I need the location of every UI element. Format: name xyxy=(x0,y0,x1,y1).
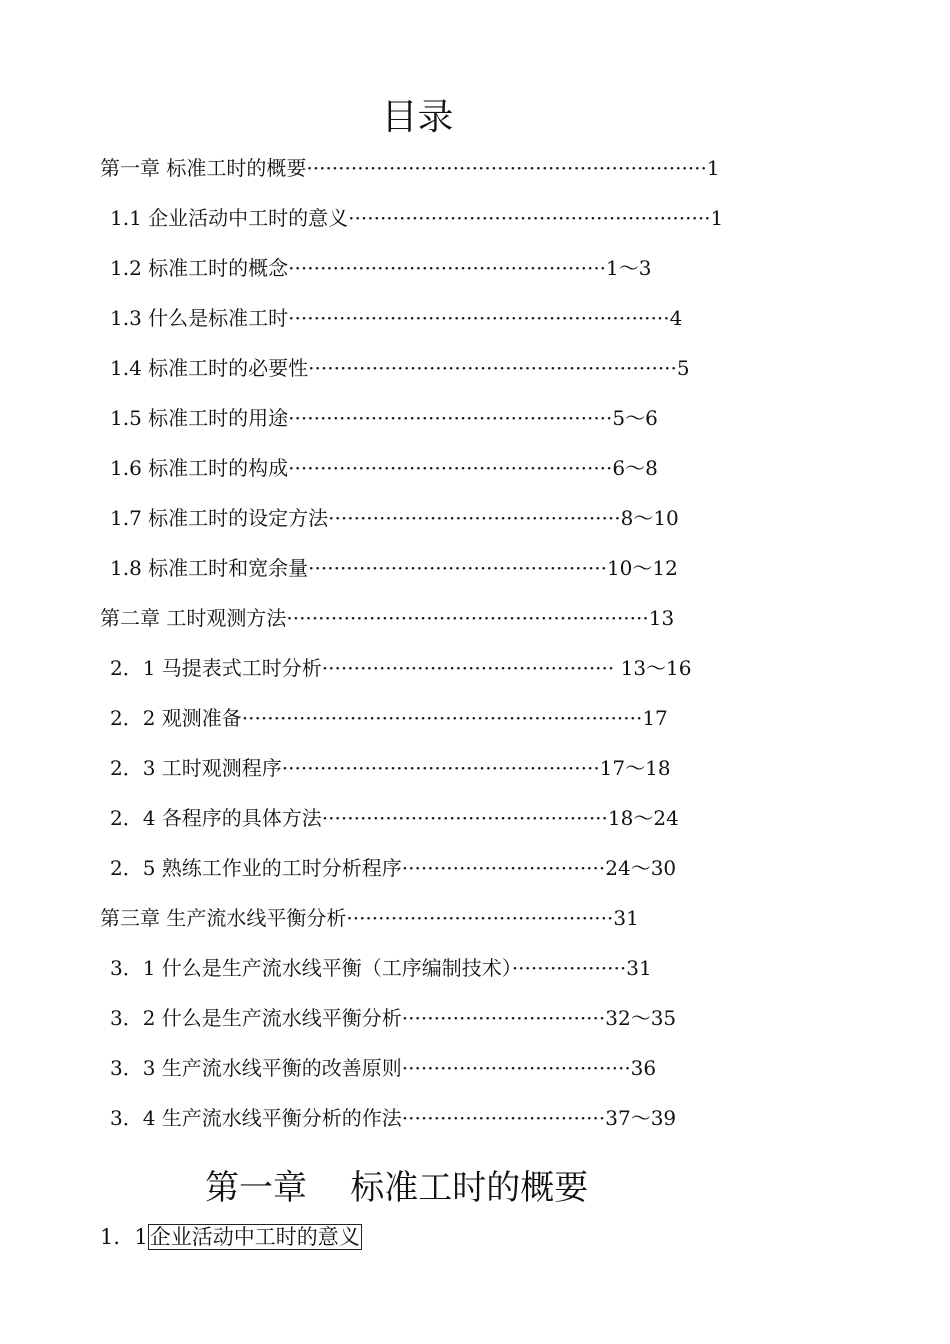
toc-entry-1-8[interactable] xyxy=(110,548,740,588)
toc-entry-text: 第二章 工时观测方法·························································13 xyxy=(100,606,675,630)
toc-entry-2-5[interactable] xyxy=(110,848,740,888)
section-heading xyxy=(100,1221,362,1253)
toc-entry-1-6[interactable] xyxy=(110,448,740,488)
toc-title: 目录 xyxy=(381,97,454,138)
toc-entry-text: 1.5 标准工时的用途···················································5～6 xyxy=(110,406,658,430)
toc-entry-text: 第三章 生产流水线平衡分析··········································31 xyxy=(100,906,639,930)
toc-entry-3-3[interactable] xyxy=(110,1048,740,1088)
toc-entry-chapter-3[interactable] xyxy=(100,898,740,938)
toc-entry-text: 第一章 标准工时的概要·······························································1 xyxy=(100,156,720,180)
toc-entry-3-4[interactable] xyxy=(110,1098,740,1138)
toc-entry-text: 2．4 各程序的具体方法·············································18～24 xyxy=(110,806,679,830)
section-number: 1．1 xyxy=(100,1225,148,1249)
toc-entry-1-3[interactable] xyxy=(110,298,740,338)
toc-entry-text: 1.4 标准工时的必要性··························································5 xyxy=(110,356,690,380)
toc-entry-text: 1.8 标准工时和宽余量···············································10～12 xyxy=(110,556,678,580)
toc-entry-3-1[interactable] xyxy=(110,948,740,988)
toc-entry-1-7[interactable] xyxy=(110,498,740,538)
toc-entry-text: 1.1 企业活动中工时的意义·························································1 xyxy=(110,206,724,230)
toc-entry-text: 3．1 什么是生产流水线平衡（工序编制技术）··················31 xyxy=(110,956,652,980)
toc-entry-chapter-2[interactable] xyxy=(100,598,760,638)
toc-entry-text: 3．3 生产流水线平衡的改善原则····································36 xyxy=(110,1056,657,1080)
section-title[interactable]: 企业活动中工时的意义 xyxy=(149,1225,360,1249)
toc-entry-2-3[interactable] xyxy=(110,748,740,788)
toc-entry-1-1[interactable] xyxy=(110,198,740,238)
toc-entry-text: 3．2 什么是生产流水线平衡分析································32～35 xyxy=(110,1006,677,1030)
toc-entry-text: 2．2 观测准备·······························································17 xyxy=(110,706,668,730)
toc-entry-1-5[interactable] xyxy=(110,398,740,438)
toc-entry-text: 3．4 生产流水线平衡分析的作法································37～39 xyxy=(110,1106,677,1130)
toc-entry-3-2[interactable] xyxy=(110,998,740,1038)
toc-entry-text: 1.6 标准工时的构成···················································6～8 xyxy=(110,456,658,480)
toc-entry-2-4[interactable] xyxy=(110,798,740,838)
toc-entry-1-4[interactable] xyxy=(110,348,740,388)
toc-entry-chapter-1[interactable] xyxy=(100,148,760,188)
toc-entry-text: 1.2 标准工时的概念··················································1～3 xyxy=(110,256,652,280)
toc-entry-text: 2．1 马提表式工时分析·············································· 13～16 xyxy=(110,656,692,680)
toc-entry-text: 1.3 什么是标准工时····························································4 xyxy=(110,306,683,330)
toc-entry-1-2[interactable] xyxy=(110,248,740,288)
toc-entry-text: 2．3 工时观测程序··················································17～18 xyxy=(110,756,671,780)
chapter-heading: 第一章 标准工时的概要 xyxy=(205,1168,589,1208)
toc-entry-2-2[interactable] xyxy=(110,698,740,738)
toc-entry-text: 1.7 标准工时的设定方法··············································8～10 xyxy=(110,506,679,530)
toc-entry-text: 2．5 熟练工作业的工时分析程序································24～30 xyxy=(110,856,677,880)
toc-entry-2-1[interactable] xyxy=(110,648,740,688)
